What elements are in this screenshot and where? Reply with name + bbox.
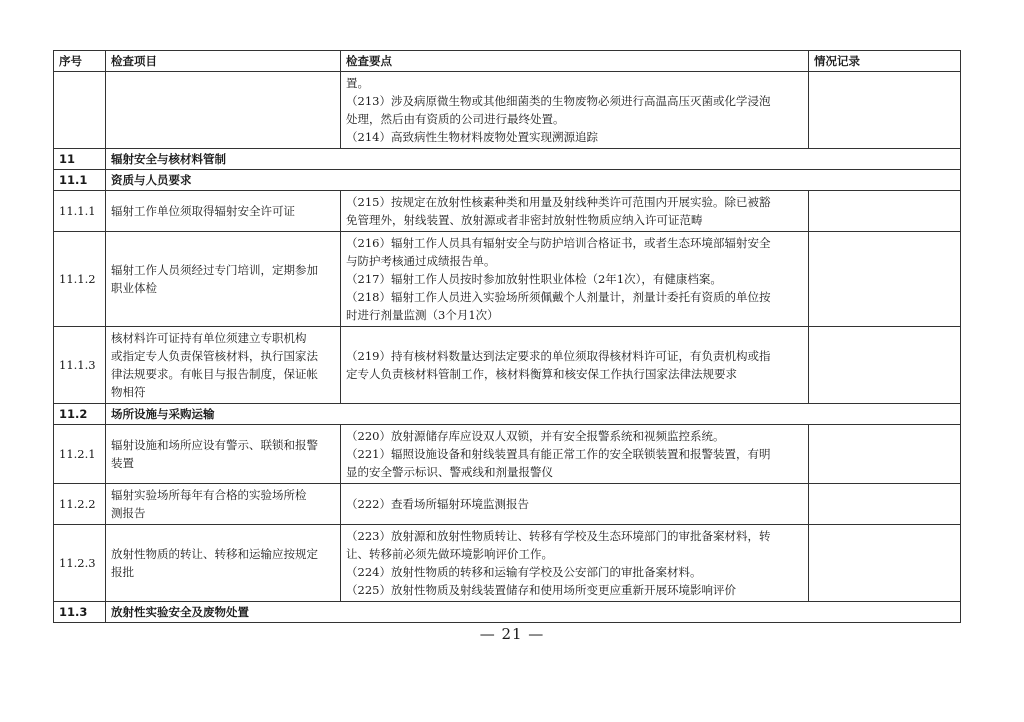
item-line: 职业体检 <box>111 281 157 295</box>
table-row <box>54 484 961 525</box>
section-number: 11.2 <box>54 404 106 425</box>
item-number: 11.2.1 <box>54 425 106 484</box>
table-row <box>54 525 961 602</box>
header-record: 情况记录 <box>809 51 961 72</box>
record-cell <box>809 232 961 327</box>
point-line: 免管理外，射线装置、放射源或者非密封放射性物质应纳入许可证范畴 <box>346 213 703 227</box>
point-line: 定专人负责核材料管制工作，核材料衡算和核安保工作执行国家法律法规要求 <box>346 367 737 381</box>
point-line: （215）按规定在放射性核素种类和用量及射线种类许可范围内开展实验。除已被豁 <box>346 195 771 209</box>
item-text <box>106 232 341 327</box>
table-header-row <box>54 51 961 72</box>
table-row <box>54 72 961 149</box>
point-line: （224）放射性物质的转移和运输有学校及公安部门的审批备案材料。 <box>346 565 702 579</box>
section-row <box>54 170 961 191</box>
table-row <box>54 232 961 327</box>
item-text <box>106 425 341 484</box>
item-number: 11.2.2 <box>54 484 106 525</box>
section-title: 放射性实验安全及废物处置 <box>106 602 961 623</box>
points-cell <box>341 525 809 602</box>
inspection-table <box>53 50 960 623</box>
points-cell <box>341 327 809 404</box>
section-row <box>54 404 961 425</box>
point-line: （218）辐射工作人员进入实验场所须佩戴个人剂量计，剂量计委托有资质的单位按 <box>346 290 771 304</box>
item-line: 核材料许可证持有单位须建立专职机构 <box>111 331 307 345</box>
item-text <box>106 525 341 602</box>
section-title: 资质与人员要求 <box>106 170 961 191</box>
item-line: 辐射工作人员须经过专门培训，定期参加 <box>111 263 318 277</box>
item-number: 11.1.3 <box>54 327 106 404</box>
item-line: 物相符 <box>111 385 146 399</box>
point-line: （214）高致病性生物材料废物处置实现溯源追踪 <box>346 130 598 144</box>
points-cell <box>341 232 809 327</box>
point-line: （217）辐射工作人员按时参加放射性职业体检（2年1次），有健康档案。 <box>346 272 722 286</box>
table-row <box>54 191 961 232</box>
point-line: （221）辐照设施设备和射线装置具有能正常工作的安全联锁装置和报警装置，有明 <box>346 447 771 461</box>
section-title: 辐射安全与核材料管制 <box>106 149 961 170</box>
item-text <box>106 327 341 404</box>
record-cell <box>809 425 961 484</box>
point-line: （223）放射源和放射性物质转让、转移有学校及生态环境部门的审批备案材料，转 <box>346 529 771 543</box>
point-line: （222）查看场所辐射环境监测报告 <box>346 497 529 511</box>
section-title: 场所设施与采购运输 <box>106 404 961 425</box>
item-line: 辐射设施和场所应设有警示、联锁和报警 <box>111 438 318 452</box>
point-line: （219）持有核材料数量达到法定要求的单位须取得核材料许可证，有负责机构或指 <box>346 349 771 363</box>
item-line: 辐射实验场所每年有合格的实验场所检 <box>111 488 307 502</box>
item-line: 报批 <box>111 565 134 579</box>
point-line: （225）放射性物质及射线装置储存和使用场所变更应重新开展环境影响评价 <box>346 583 736 597</box>
item-text <box>106 484 341 525</box>
record-cell <box>809 191 961 232</box>
header-no: 序号 <box>54 51 106 72</box>
item-line: 放射性物质的转让、转移和运输应按规定 <box>111 547 318 561</box>
item-line: 律法规要求。有帐目与报告制度，保证帐 <box>111 367 318 381</box>
point-line: （220）放射源储存库应设双人双锁，并有安全报警系统和视频监控系统。 <box>346 429 725 443</box>
record-cell <box>809 525 961 602</box>
section-number: 11 <box>54 149 106 170</box>
item-line: 或指定专人负责保管核材料，执行国家法 <box>111 349 318 363</box>
table-row <box>54 425 961 484</box>
point-line: 与防护考核通过成绩报告单。 <box>346 254 496 268</box>
item-number: 11.1.1 <box>54 191 106 232</box>
point-line: 处理，然后由有资质的公司进行最终处置。 <box>346 112 565 126</box>
point-line: 置。 <box>346 76 369 90</box>
points-cell <box>341 72 809 149</box>
section-number: 11.3 <box>54 602 106 623</box>
point-line: 让、转移前必须先做环境影响评价工作。 <box>346 547 553 561</box>
record-cell <box>809 72 961 149</box>
item-number: 11.1.2 <box>54 232 106 327</box>
point-line: （216）辐射工作人员具有辐射安全与防护培训合格证书，或者生态环境部辐射安全 <box>346 236 771 250</box>
item-number: 11.2.3 <box>54 525 106 602</box>
section-row <box>54 602 961 623</box>
points-cell <box>341 425 809 484</box>
header-points: 检查要点 <box>341 51 809 72</box>
points-cell <box>341 191 809 232</box>
page-number: — 21 — <box>479 625 545 643</box>
point-line: 显的安全警示标识、警戒线和剂量报警仪 <box>346 465 553 479</box>
item-line: 装置 <box>111 456 134 470</box>
record-cell <box>809 327 961 404</box>
point-line: 时进行剂量监测（3个月1次） <box>346 308 499 322</box>
points-cell <box>341 484 809 525</box>
record-cell <box>809 484 961 525</box>
table-row <box>54 327 961 404</box>
item-line: 测报告 <box>111 506 146 520</box>
section-number: 11.1 <box>54 170 106 191</box>
section-row <box>54 149 961 170</box>
header-item: 检查项目 <box>106 51 341 72</box>
item-text: 辐射工作单位须取得辐射安全许可证 <box>106 191 341 232</box>
point-line: （213）涉及病原微生物或其他细菌类的生物废物必须进行高温高压灭菌或化学浸泡 <box>346 94 771 108</box>
